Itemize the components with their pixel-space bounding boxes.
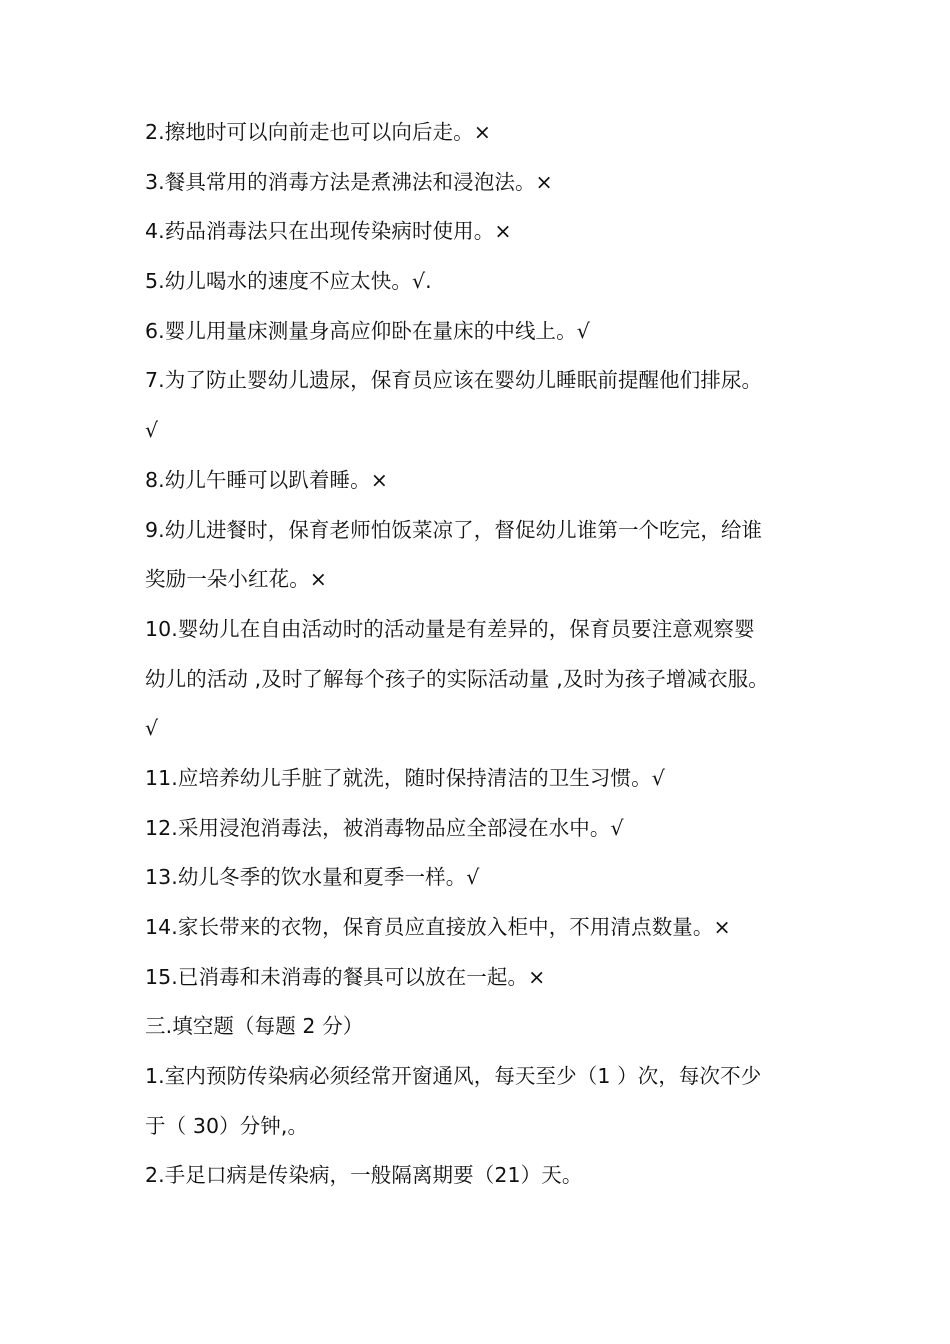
text-line: 7.为了防止婴幼儿遗尿，保育员应该在婴幼儿睡眠前提醒他们排尿。: [145, 368, 763, 393]
text-line: 1.室内预防传染病必须经常开窗通风，每天至少（1 ）次，每次不少: [145, 1064, 762, 1089]
section-heading: 三.填空题（每题 2 分）: [145, 1014, 364, 1039]
document-text-block: [145, 112, 825, 1205]
text-line: 2.手足口病是传染病，一般隔离期要（21）天。: [145, 1163, 583, 1188]
text-line: 11.应培养幼儿手脏了就洗，随时保持清洁的卫生习惯。√: [145, 765, 665, 790]
text-line: 8.幼儿午睡可以趴着睡。×: [145, 467, 389, 492]
text-line: 2.擦地时可以向前走也可以向后走。×: [145, 120, 492, 144]
text-line: 9.幼儿进餐时，保育老师怕饭菜凉了，督促幼儿谁第一个吃完，给谁: [145, 517, 763, 542]
text-line: 于（ 30）分钟,。: [145, 1113, 309, 1138]
text-line: 3.餐具常用的消毒方法是煮沸法和浸泡法。×: [145, 169, 553, 194]
text-line: 6.婴儿用量床测量身高应仰卧在量床的中线上。√: [145, 318, 590, 343]
text-line: 12.采用浸泡消毒法，被消毒物品应全部浸在水中。√: [145, 815, 624, 840]
text-line: 5.幼儿喝水的速度不应太快。√.: [145, 269, 432, 294]
text-line: √: [145, 716, 159, 741]
text-line: 15.已消毒和未消毒的餐具可以放在一起。×: [145, 964, 546, 989]
text-line: 奖励一朵小红花。×: [145, 567, 328, 592]
text-line: 幼儿的活动 ,及时了解每个孩子的实际活动量 ,及时为孩子增减衣服。: [145, 666, 769, 691]
text-line: 10.婴幼儿在自由活动时的活动量是有差异的，保育员要注意观察婴: [145, 616, 755, 641]
text-line: √: [145, 418, 159, 443]
text-line: 4.药品消毒法只在出现传染病时使用。×: [145, 219, 512, 244]
text-line: 13.幼儿冬季的饮水量和夏季一样。√: [145, 865, 480, 890]
text-line: 14.家长带来的衣物，保育员应直接放入柜中，不用清点数量。×: [145, 915, 731, 939]
